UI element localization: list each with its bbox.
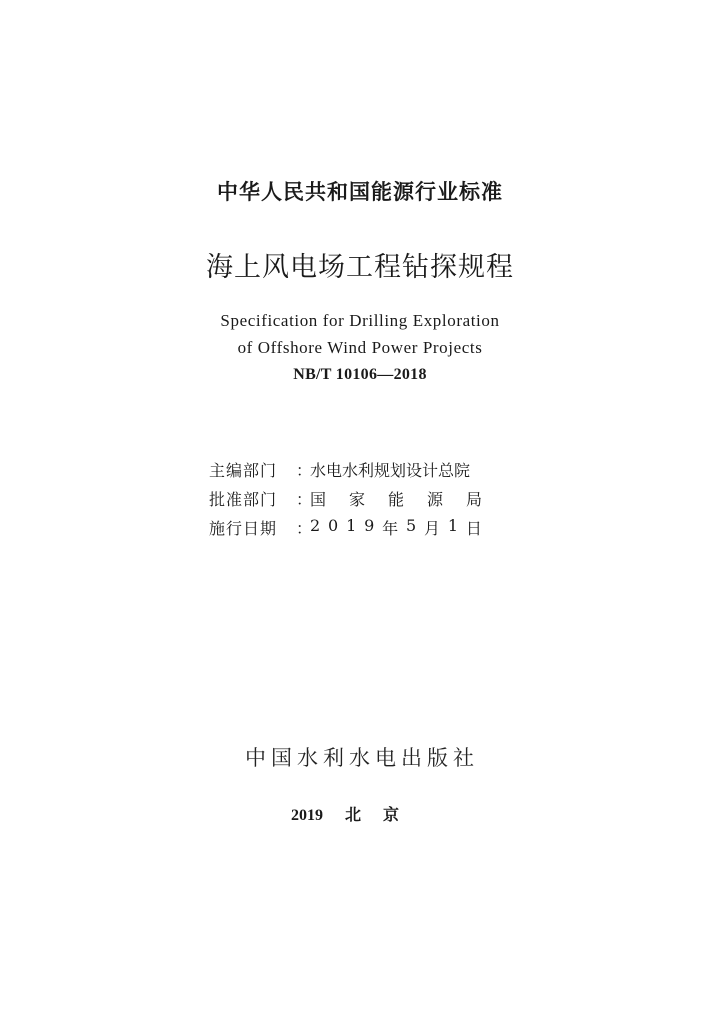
date-label: 施行日期 — [209, 519, 278, 538]
date-char: 1 — [447, 516, 459, 535]
standard-title-cn: 海上风电场工程钻探规程 — [206, 252, 514, 283]
standard-title-en-line-2: of Offshore Wind Power Projects — [237, 338, 483, 357]
date-char: 2 — [310, 516, 321, 535]
publication-city-char: 京 — [383, 807, 400, 824]
approver-char: 源 — [426, 490, 443, 509]
publication-place — [0, 802, 707, 825]
date-char: 9 — [364, 516, 375, 535]
date-separator: ： — [296, 519, 313, 538]
editor-value: 水电水利规划设计总院 — [310, 461, 471, 480]
standard-title-en-line-1: Specification for Drilling Exploration — [220, 311, 500, 330]
approver-label: 批准部门 — [209, 490, 278, 509]
publication-city-char: 北 — [344, 807, 361, 824]
standard-metadata — [209, 455, 482, 542]
date-char: 5 — [405, 516, 417, 535]
standard-category: 中华人民共和国能源行业标准 — [217, 180, 503, 204]
approver-char: 局 — [465, 490, 482, 509]
approver-char: 国 — [310, 490, 327, 509]
date-char: 0 — [328, 516, 339, 535]
standard-code: NB/T 10106—2018 — [293, 366, 427, 383]
date-char: 月 — [424, 519, 441, 538]
approver-separator: ： — [296, 490, 313, 509]
publisher-name: 中国水利水电出版社 — [245, 746, 479, 770]
editor-row — [209, 455, 482, 484]
date-value — [310, 516, 482, 539]
editor-label: 主编部门 — [209, 461, 278, 480]
approver-value — [310, 487, 482, 510]
date-row — [209, 513, 482, 542]
approver-char: 能 — [387, 490, 404, 509]
publication-year: 2019 — [290, 807, 323, 824]
date-char: 1 — [346, 516, 357, 535]
approver-row — [209, 484, 482, 513]
date-char: 年 — [382, 519, 399, 538]
approver-char: 家 — [348, 490, 365, 509]
date-char: 日 — [465, 519, 482, 538]
editor-separator: ： — [296, 461, 313, 480]
